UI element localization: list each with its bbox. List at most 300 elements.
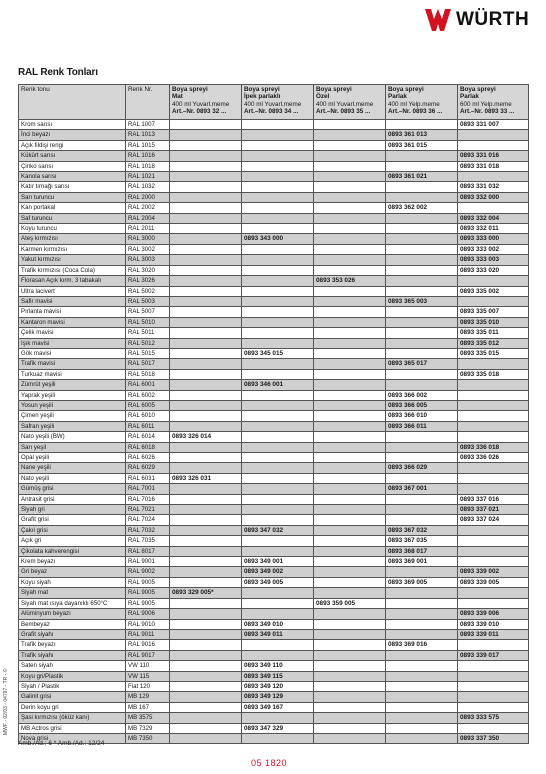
ral-number-cell: RAL 1013	[126, 130, 170, 140]
article-number-cell	[386, 723, 458, 733]
article-number-cell	[170, 681, 242, 691]
table-row	[19, 286, 529, 296]
ral-number-cell: VW 115	[126, 671, 170, 681]
ral-number-cell: RAL 7024	[126, 515, 170, 525]
article-number-cell	[170, 369, 242, 379]
table-row	[19, 588, 529, 598]
ral-number-cell: RAL 3003	[126, 255, 170, 265]
ral-number-cell: RAL 5011	[126, 328, 170, 338]
article-number-cell: 0893 349 167	[242, 702, 314, 712]
article-number-cell: 0893 353 026	[314, 276, 386, 286]
article-number-cell	[314, 713, 386, 723]
table-row	[19, 224, 529, 234]
article-number-cell	[242, 265, 314, 275]
table-row	[19, 609, 529, 619]
article-number-cell: 0893 339 006	[458, 609, 529, 619]
table-row	[19, 348, 529, 358]
article-number-cell: 0893 331 018	[458, 161, 529, 171]
article-number-cell	[242, 609, 314, 619]
ral-number-cell: RAL 5010	[126, 317, 170, 327]
ral-color-table	[18, 84, 529, 744]
color-name-cell: Çimen yeşili	[19, 411, 126, 421]
article-number-cell	[314, 640, 386, 650]
ral-number-cell: RAL 6014	[126, 432, 170, 442]
table-row	[19, 182, 529, 192]
article-number-cell	[386, 369, 458, 379]
article-number-cell: 0893 349 115	[242, 671, 314, 681]
article-number-cell: 0893 329 005*	[170, 588, 242, 598]
article-number-cell	[386, 681, 458, 691]
color-name-cell: Yakut kırmızısı	[19, 255, 126, 265]
wurth-logo	[423, 6, 529, 34]
article-number-cell: 0893 339 002	[458, 567, 529, 577]
article-number-cell	[170, 390, 242, 400]
ral-number-cell: RAL 7001	[126, 484, 170, 494]
article-number-cell	[386, 588, 458, 598]
article-number-cell	[386, 713, 458, 723]
color-name-cell: Krom sarısı	[19, 120, 126, 130]
article-number-cell	[314, 338, 386, 348]
table-row	[19, 380, 529, 390]
article-number-cell: 0893 336 026	[458, 453, 529, 463]
color-name-cell: Sarı turuncu	[19, 192, 126, 202]
page-title: RAL Renk Tonları	[18, 67, 98, 78]
article-number-cell	[458, 463, 529, 473]
article-number-cell: 0893 347 329	[242, 723, 314, 733]
table-row	[19, 390, 529, 400]
article-number-cell	[242, 536, 314, 546]
article-number-cell	[170, 276, 242, 286]
article-number-cell	[170, 515, 242, 525]
article-number-cell	[170, 619, 242, 629]
article-number-cell	[170, 140, 242, 150]
article-number-cell	[314, 161, 386, 171]
article-number-cell	[386, 515, 458, 525]
table-header-row	[19, 85, 529, 120]
ral-number-cell: RAL 3000	[126, 234, 170, 244]
article-number-cell	[314, 348, 386, 358]
article-number-cell	[170, 598, 242, 608]
table-row	[19, 411, 529, 421]
article-number-cell	[314, 172, 386, 182]
color-name-cell: Turkuaz mavisi	[19, 369, 126, 379]
article-number-cell	[170, 609, 242, 619]
article-number-cell	[386, 442, 458, 452]
article-number-cell	[170, 380, 242, 390]
color-name-cell: Gri beyaz	[19, 567, 126, 577]
col-header-silk: Boya spreyi İpek parlaklı 400 ml Yuvarl.meme Art.–Nr. 0893 34 ...	[242, 85, 314, 120]
color-name-cell: Kükürt sarısı	[19, 151, 126, 161]
article-number-cell	[170, 265, 242, 275]
ral-number-cell: RAL 7021	[126, 505, 170, 515]
article-number-cell	[242, 307, 314, 317]
article-number-cell	[242, 359, 314, 369]
article-number-cell: 0893 359 005	[314, 598, 386, 608]
article-number-cell	[242, 400, 314, 410]
article-number-cell	[170, 661, 242, 671]
article-number-cell	[386, 224, 458, 234]
article-number-cell	[386, 671, 458, 681]
ral-number-cell: RAL 1007	[126, 120, 170, 130]
article-number-cell	[314, 484, 386, 494]
article-number-cell	[458, 390, 529, 400]
article-number-cell	[458, 723, 529, 733]
article-number-cell	[386, 432, 458, 442]
table-row	[19, 598, 529, 608]
article-number-cell	[386, 244, 458, 254]
article-number-cell	[242, 286, 314, 296]
article-number-cell: 0893 326 031	[170, 473, 242, 483]
article-number-cell	[242, 328, 314, 338]
color-name-cell: Çikolata kahverengisi	[19, 546, 126, 556]
article-number-cell	[170, 317, 242, 327]
table-row	[19, 140, 529, 150]
color-name-cell: Kantaron mavisi	[19, 317, 126, 327]
article-number-cell	[242, 453, 314, 463]
table-row	[19, 255, 529, 265]
article-number-cell	[386, 120, 458, 130]
article-number-cell	[314, 182, 386, 192]
table-row	[19, 151, 529, 161]
color-name-cell: Pırlanta mavisi	[19, 307, 126, 317]
article-number-cell	[314, 296, 386, 306]
color-name-cell: Çinko sarısı	[19, 161, 126, 171]
table-row	[19, 650, 529, 660]
article-number-cell	[458, 681, 529, 691]
ral-number-cell: RAL 6031	[126, 473, 170, 483]
article-number-cell	[458, 411, 529, 421]
ral-number-cell: RAL 5017	[126, 359, 170, 369]
article-number-cell: 0893 337 350	[458, 733, 529, 743]
color-name-cell: Zümrüt yeşili	[19, 380, 126, 390]
article-number-cell	[314, 224, 386, 234]
article-number-cell	[314, 369, 386, 379]
article-number-cell	[386, 650, 458, 660]
article-number-cell	[242, 650, 314, 660]
article-number-cell: 0893 369 016	[386, 640, 458, 650]
color-name-cell: Çelik mavisi	[19, 328, 126, 338]
article-number-cell	[386, 609, 458, 619]
article-number-cell	[242, 338, 314, 348]
article-number-cell	[386, 494, 458, 504]
ral-number-cell: RAL 1016	[126, 151, 170, 161]
article-number-cell	[170, 203, 242, 213]
ral-number-cell: RAL 7016	[126, 494, 170, 504]
article-number-cell	[314, 733, 386, 743]
article-number-cell	[386, 348, 458, 358]
article-number-cell	[458, 588, 529, 598]
article-number-cell: 0893 361 013	[386, 130, 458, 140]
ral-number-cell: RAL 9001	[126, 557, 170, 567]
color-name-cell: Koyu turuncu	[19, 224, 126, 234]
article-number-cell	[170, 650, 242, 660]
article-number-cell: 0893 365 003	[386, 296, 458, 306]
article-number-cell	[242, 213, 314, 223]
color-name-cell: Siyah / Plastik	[19, 681, 126, 691]
article-number-cell	[314, 619, 386, 629]
article-number-cell	[314, 546, 386, 556]
article-number-cell	[314, 473, 386, 483]
article-number-cell	[314, 453, 386, 463]
table-body	[19, 120, 529, 744]
ral-number-cell: MB 7329	[126, 723, 170, 733]
article-number-cell	[386, 317, 458, 327]
article-number-cell: 0893 339 011	[458, 629, 529, 639]
article-number-cell	[170, 255, 242, 265]
article-number-cell	[170, 338, 242, 348]
table-row	[19, 702, 529, 712]
article-number-cell: 0893 366 011	[386, 421, 458, 431]
table-row	[19, 203, 529, 213]
article-number-cell	[242, 255, 314, 265]
article-number-cell: 0893 366 029	[386, 463, 458, 473]
article-number-cell	[242, 296, 314, 306]
table-row	[19, 234, 529, 244]
color-name-cell: Trafik siyahı	[19, 650, 126, 660]
article-number-cell	[458, 276, 529, 286]
article-number-cell: 0893 366 010	[386, 411, 458, 421]
table-row	[19, 120, 529, 130]
ral-number-cell: RAL 9002	[126, 567, 170, 577]
article-number-cell: 0893 333 000	[458, 234, 529, 244]
color-name-cell: Nane yeşili	[19, 463, 126, 473]
article-number-cell: 0893 349 120	[242, 681, 314, 691]
color-name-cell: İnci beyazı	[19, 130, 126, 140]
ral-number-cell: RAL 1018	[126, 161, 170, 171]
article-number-cell: 0893 335 011	[458, 328, 529, 338]
table-row	[19, 421, 529, 431]
table-row	[19, 494, 529, 504]
article-number-cell	[170, 671, 242, 681]
article-number-cell: 0893 367 001	[386, 484, 458, 494]
table-row	[19, 359, 529, 369]
article-number-cell	[314, 463, 386, 473]
color-name-cell: Saten siyah	[19, 661, 126, 671]
article-number-cell	[314, 234, 386, 244]
article-number-cell: 0893 362 002	[386, 203, 458, 213]
article-number-cell: 0893 343 000	[242, 234, 314, 244]
color-name-cell: Çakıl grisi	[19, 525, 126, 535]
article-number-cell	[170, 411, 242, 421]
article-number-cell	[242, 203, 314, 213]
table-row	[19, 484, 529, 494]
color-name-cell: Karmen kırmızısı	[19, 244, 126, 254]
color-name-cell: Siyah gri	[19, 505, 126, 515]
ral-number-cell: RAL 9005	[126, 598, 170, 608]
article-number-cell	[386, 255, 458, 265]
article-number-cell	[386, 702, 458, 712]
article-number-cell	[314, 609, 386, 619]
table-row	[19, 557, 529, 567]
col-header-color: Renk tonu	[19, 85, 126, 120]
table-row	[19, 671, 529, 681]
color-name-cell: Ultra lacivert	[19, 286, 126, 296]
footnote: Amb./Ad.: 6 * Amb./Ad.: 12/24	[18, 740, 105, 747]
article-number-cell: 0893 339 010	[458, 619, 529, 629]
color-name-cell: Kanola sarısı	[19, 172, 126, 182]
article-number-cell	[242, 733, 314, 743]
article-number-cell	[386, 286, 458, 296]
table-row	[19, 296, 529, 306]
ral-number-cell: RAL 6002	[126, 390, 170, 400]
article-number-cell: 0893 349 011	[242, 629, 314, 639]
table-row	[19, 192, 529, 202]
article-number-cell: 0893 335 007	[458, 307, 529, 317]
article-number-cell	[314, 421, 386, 431]
color-name-cell: Katır tırnağı sarısı	[19, 182, 126, 192]
ral-number-cell: RAL 5003	[126, 296, 170, 306]
article-number-cell	[170, 421, 242, 431]
table-row	[19, 629, 529, 639]
ral-number-cell: RAL 6029	[126, 463, 170, 473]
ral-number-cell: RAL 6011	[126, 421, 170, 431]
article-number-cell: 0893 333 020	[458, 265, 529, 275]
table-row	[19, 536, 529, 546]
article-number-cell: 0893 366 005	[386, 400, 458, 410]
ral-number-cell: RAL 5015	[126, 348, 170, 358]
ral-number-cell: RAL 9011	[126, 629, 170, 639]
article-number-cell	[314, 390, 386, 400]
article-number-cell	[458, 598, 529, 608]
article-number-cell: 0893 337 024	[458, 515, 529, 525]
article-number-cell	[170, 629, 242, 639]
article-number-cell	[458, 400, 529, 410]
table-row	[19, 692, 529, 702]
article-number-cell	[458, 702, 529, 712]
article-number-cell	[314, 650, 386, 660]
article-number-cell	[170, 733, 242, 743]
article-number-cell	[386, 598, 458, 608]
article-number-cell	[170, 453, 242, 463]
ral-number-cell: RAL 5002	[126, 286, 170, 296]
article-number-cell	[386, 661, 458, 671]
article-number-cell	[170, 296, 242, 306]
ral-number-cell: RAL 1021	[126, 172, 170, 182]
article-number-cell	[458, 661, 529, 671]
article-number-cell: 0893 335 002	[458, 286, 529, 296]
article-number-cell: 0893 331 032	[458, 182, 529, 192]
article-number-cell	[242, 442, 314, 452]
article-number-cell	[458, 296, 529, 306]
color-name-cell: Opal yeşili	[19, 453, 126, 463]
table-row	[19, 619, 529, 629]
table-row	[19, 546, 529, 556]
article-number-cell	[314, 328, 386, 338]
article-number-cell	[242, 182, 314, 192]
color-name-cell: Siyah mat ısıya dayanıklı 650°C	[19, 598, 126, 608]
article-number-cell	[314, 317, 386, 327]
article-number-cell	[170, 161, 242, 171]
article-number-cell: 0893 332 000	[458, 192, 529, 202]
article-number-cell	[458, 640, 529, 650]
color-name-cell: Galinit grisi	[19, 692, 126, 702]
article-number-cell	[242, 130, 314, 140]
article-number-cell	[170, 484, 242, 494]
article-number-cell	[314, 192, 386, 202]
article-number-cell: 0893 367 035	[386, 536, 458, 546]
article-number-cell	[386, 213, 458, 223]
ral-number-cell: RAL 1015	[126, 140, 170, 150]
article-number-cell	[386, 505, 458, 515]
article-number-cell: 0893 369 001	[386, 557, 458, 567]
article-number-cell	[170, 557, 242, 567]
article-number-cell	[458, 473, 529, 483]
article-number-cell	[242, 140, 314, 150]
article-number-cell	[458, 421, 529, 431]
color-name-cell: Bembeyaz	[19, 619, 126, 629]
wurth-logo-icon	[423, 6, 453, 34]
table-row	[19, 723, 529, 733]
color-name-cell: Kan portakal	[19, 203, 126, 213]
article-number-cell	[170, 640, 242, 650]
ral-number-cell: MB 3575	[126, 713, 170, 723]
article-number-cell	[242, 172, 314, 182]
page-number: 05 1820	[251, 758, 288, 768]
ral-number-cell: RAL 6001	[126, 380, 170, 390]
article-number-cell	[314, 151, 386, 161]
table-row	[19, 400, 529, 410]
article-number-cell: 0893 369 005	[386, 577, 458, 587]
article-number-cell	[170, 307, 242, 317]
table-row	[19, 276, 529, 286]
article-number-cell: 0893 333 575	[458, 713, 529, 723]
article-number-cell	[314, 723, 386, 733]
article-number-cell: 0893 335 010	[458, 317, 529, 327]
article-number-cell	[386, 733, 458, 743]
article-number-cell: 0893 367 032	[386, 525, 458, 535]
article-number-cell: 0893 333 002	[458, 244, 529, 254]
article-number-cell: 0893 346 001	[242, 380, 314, 390]
article-number-cell	[242, 161, 314, 171]
color-name-cell: Safran yeşili	[19, 421, 126, 431]
col-header-special: Boya spreyi Özel 400 ml Yuvarl.meme Art.–Nr. 0893 35 ...	[314, 85, 386, 120]
article-number-cell: 0893 366 002	[386, 390, 458, 400]
ral-number-cell: MB 167	[126, 702, 170, 712]
color-name-cell: Gök mavisi	[19, 348, 126, 358]
article-number-cell: 0893 335 015	[458, 348, 529, 358]
article-number-cell	[314, 671, 386, 681]
table-row	[19, 265, 529, 275]
table-row	[19, 130, 529, 140]
article-number-cell: 0893 333 003	[458, 255, 529, 265]
article-number-cell	[386, 151, 458, 161]
ral-number-cell: RAL 5012	[126, 338, 170, 348]
article-number-cell	[170, 359, 242, 369]
article-number-cell	[314, 120, 386, 130]
article-number-cell	[458, 525, 529, 535]
ral-number-cell: MB 7350	[126, 733, 170, 743]
table-row	[19, 515, 529, 525]
article-number-cell	[242, 494, 314, 504]
color-name-cell: Yosun yeşili	[19, 400, 126, 410]
col-header-mat: Boya spreyi Mat 400 ml Yuvarl.meme Art.–Nr. 0893 32 ...	[170, 85, 242, 120]
article-number-cell	[314, 359, 386, 369]
article-number-cell	[170, 213, 242, 223]
article-number-cell	[170, 494, 242, 504]
article-number-cell	[314, 557, 386, 567]
table-row	[19, 713, 529, 723]
article-number-cell	[314, 255, 386, 265]
article-number-cell	[170, 286, 242, 296]
color-name-cell: Safir mavisi	[19, 296, 126, 306]
article-number-cell: 0893 326 014	[170, 432, 242, 442]
table-row	[19, 681, 529, 691]
article-number-cell	[170, 713, 242, 723]
ral-number-cell: RAL 9005	[126, 577, 170, 587]
article-number-cell	[314, 536, 386, 546]
article-number-cell	[458, 536, 529, 546]
color-name-cell: Açık gri	[19, 536, 126, 546]
